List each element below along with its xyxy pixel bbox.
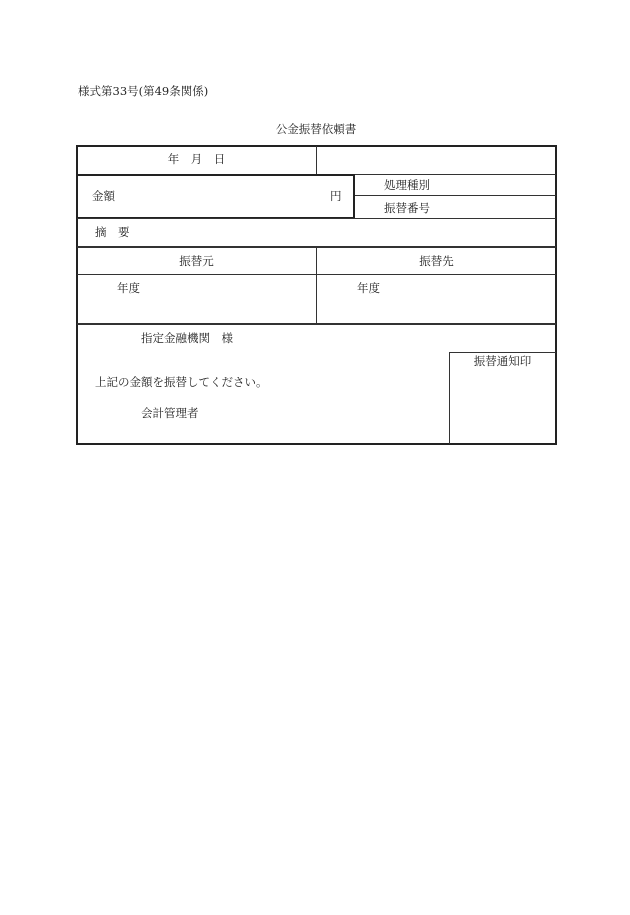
amount-label: 金額: [92, 189, 115, 203]
amount-value-field[interactable]: [125, 178, 325, 215]
bank-label: 指定金融機関 様: [141, 331, 233, 345]
date-divider: [316, 146, 317, 175]
date-label: 年 月 日: [167, 152, 226, 166]
destination-field[interactable]: [320, 277, 552, 321]
row-divider-source-header: [77, 274, 556, 275]
row-divider-source: [77, 323, 556, 325]
date-value-field[interactable]: [318, 146, 555, 174]
destination-year-label: 年度: [357, 281, 380, 295]
processing-type-field[interactable]: [445, 176, 555, 194]
source-year-label: 年度: [117, 281, 140, 295]
form-number: 様式第33号(第49条関係): [78, 84, 209, 98]
transfer-number-label: 振替番号: [384, 201, 430, 215]
processing-type-label: 処理種別: [384, 178, 430, 192]
notice-stamp-label: 振替通知印: [473, 354, 532, 368]
request-text: 上記の金額を振替してください。: [95, 375, 268, 389]
treasurer-label: 会計管理者: [141, 406, 199, 420]
amount-unit: 円: [330, 189, 342, 203]
row-divider-amount: [77, 218, 556, 219]
summary-label: 摘 要: [95, 225, 130, 239]
source-field[interactable]: [80, 277, 312, 321]
page-title: 公金振替依頼書: [275, 122, 357, 136]
summary-field[interactable]: [140, 220, 550, 245]
transfer-number-field[interactable]: [445, 197, 555, 217]
source-label: 振替元: [179, 254, 214, 268]
destination-label: 振替先: [419, 254, 454, 268]
processing-divider: [355, 195, 556, 196]
